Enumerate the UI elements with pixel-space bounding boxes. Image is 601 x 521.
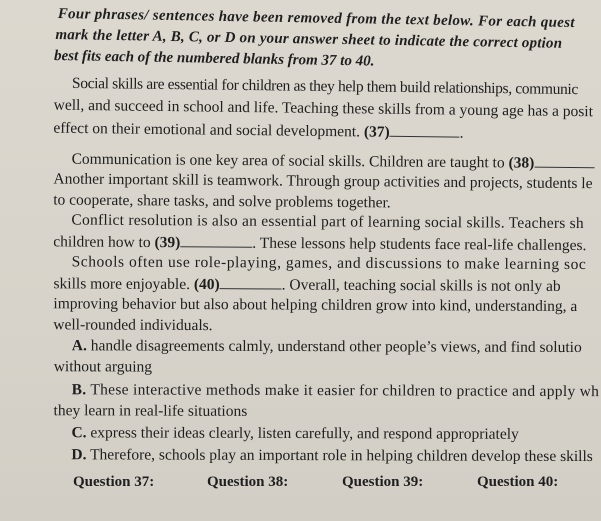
p1-line-1: Social skills are essential for children as they help them build relationships, communic [71,74,579,99]
p4-line-3: improving behavior but also about helping children grow into kind, understanding, a [53,295,578,316]
p4-line-2-text: skills more enjoyable. [53,275,194,294]
option-c-text: express their ideas clearly, listen carefully, and respond appropriately [86,424,519,443]
instruction-line-1: Four phrases/ sentences have been removed from the text below. For each quest [57,6,575,32]
instruction-line-3: best fits each of the numbered blanks from 37 to 40. [53,47,375,70]
option-d-text: Therefore, schools play an important role in helping children develop these skills [86,446,593,466]
p1-line-3-text: effect on their emotional and social development. [53,119,365,141]
p3-line-2-tail: . These lessons help students face real-life challenges. [252,234,587,255]
question-38-label: Question 38: [207,474,289,490]
option-b-line-2: they learn in real-life situations [53,402,248,420]
blank-40-label: (40) [193,276,220,294]
p2-line-3: to cooperate, share tasks, and solve problems together. [53,191,391,212]
p4-line-2-tail: . Overall, teaching social skills is not only ab [281,276,561,295]
question-40-label: Question 40: [477,474,559,490]
option-a-line-2: without arguing [53,358,153,376]
p4-line-4: well-rounded individuals. [53,316,213,335]
blank-39-label: (39) [154,234,181,252]
p3-line-2-text: children how to [53,233,155,252]
blank-38-label: (38) [508,154,535,172]
option-a-text: handle disagreements calmly, understand other people’s views, and find solutio [86,337,582,357]
option-b-letter: B. [71,381,87,399]
p1-line-2: well, and succeed in school and life. Teaching these skills from a young age has a posit [53,96,594,121]
p2-line-1-text: Communication is one key area of social skills. Children are taught to [71,150,509,172]
option-a-letter: A. [71,337,87,355]
p1-period: . [459,124,464,142]
question-37-label: Question 37: [73,474,155,490]
p3-line-1: Conflict resolution is also an essential part of learning social skills. Teachers sh [71,211,585,233]
option-c-letter: C. [71,424,87,442]
option-d-letter: D. [71,446,87,464]
instruction-line-2: mark the letter A, B, C, or D on your answer sheet to indicate the correct option [55,26,563,52]
option-b-text: These interactive methods make it easier for children to practice and apply wh [86,381,600,401]
blank-37-label: (37) [363,123,390,141]
p4-line-1: Schools often use role-playing, games, and discussions to make learning soc [71,253,587,274]
question-39-label: Question 39: [342,474,424,490]
p2-line-2: Another important skill is teamwork. Through group activities and projects, students le [53,170,593,193]
